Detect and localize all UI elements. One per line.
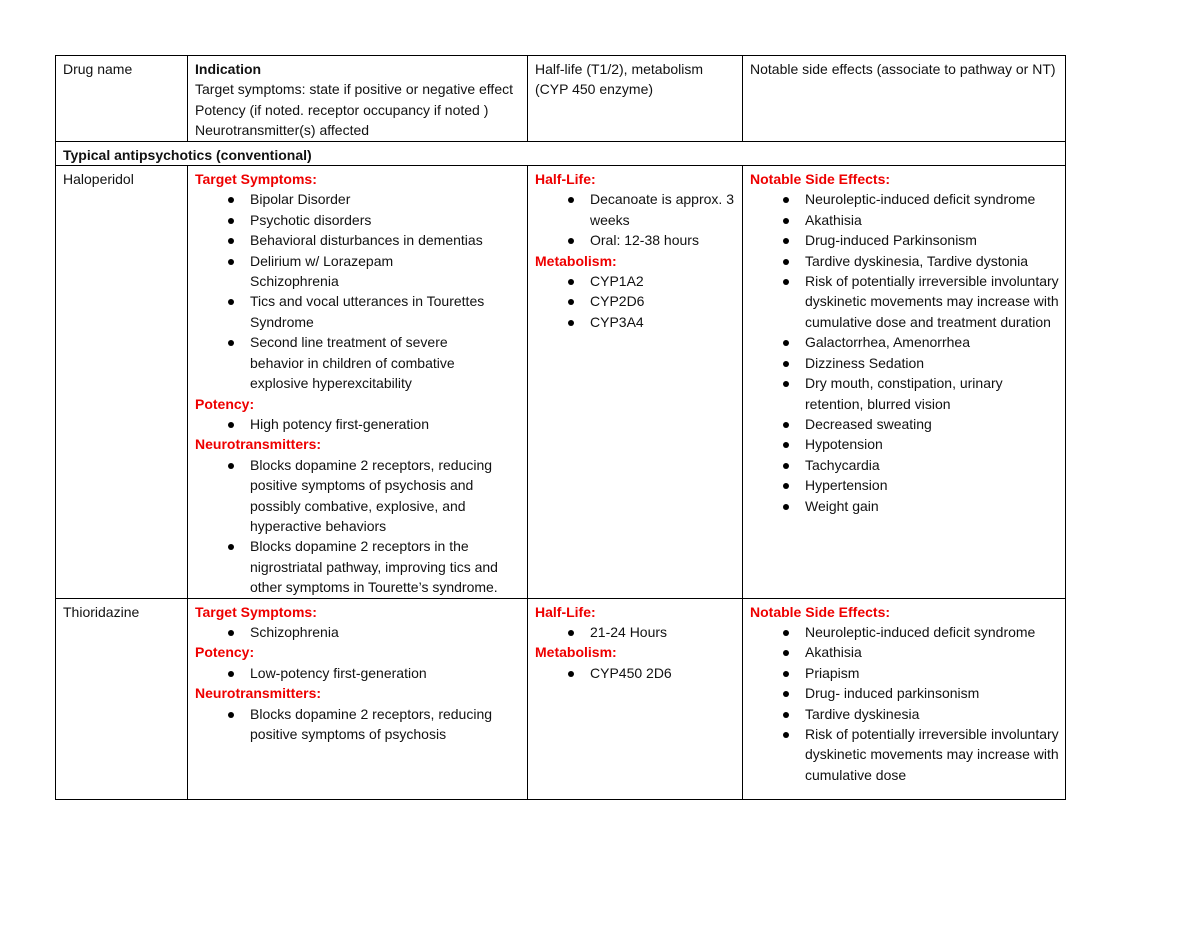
list-item: Second line treatment of severe behavior in children of combative explosive hyperexcitability <box>250 332 521 393</box>
side-effects-cell <box>743 166 1066 599</box>
neurotransmitters-list <box>195 704 521 745</box>
list-item: Akathisia <box>805 210 1059 230</box>
drug-name-cell <box>56 598 188 799</box>
half-life-label: Half-Life: <box>535 603 596 620</box>
list-item: Blocks dopamine 2 receptors in the nigrostriatal pathway, improving tics and other symptoms in Tourette’s syndrome. <box>250 536 521 597</box>
drug-table <box>55 55 1066 800</box>
drug-name: Thioridazine <box>63 603 140 620</box>
list-item: Weight gain <box>805 496 1059 516</box>
list-item: Drug- induced parkinsonism <box>805 683 1059 703</box>
list-item: Neuroleptic-induced deficit syndrome <box>805 189 1059 209</box>
list-item: Bipolar Disorder <box>250 189 521 209</box>
list-item: Akathisia <box>805 642 1059 662</box>
list-item: 21-24 Hours <box>590 622 736 642</box>
side-effects-list <box>750 189 1059 516</box>
list-item: Blocks dopamine 2 receptors, reducing positive symptoms of psychosis <box>250 704 521 745</box>
header-side-effects-text: Notable side effects (associate to pathway or NT) <box>750 61 1056 77</box>
potency-label: Potency: <box>195 644 255 661</box>
list-item: Blocks dopamine 2 receptors, reducing positive symptoms of psychosis and possibly combative, explosive, and hyperactive behaviors <box>250 455 521 537</box>
list-item: Risk of potentially irreversible involuntary dyskinetic movements may increase with cumulative dose <box>805 724 1059 785</box>
list-item: CYP3A4 <box>590 312 736 332</box>
section-row <box>56 141 1066 165</box>
header-indication-line: Potency (if noted. receptor occupancy if noted ) <box>195 101 489 118</box>
header-row <box>56 56 1066 142</box>
header-indication-line: Neurotransmitter(s) affected <box>195 122 370 139</box>
indication-cell <box>188 598 528 799</box>
list-item: Drug-induced Parkinsonism <box>805 230 1059 250</box>
half-life-label: Half-Life: <box>535 171 596 188</box>
target-symptoms-list <box>195 189 521 393</box>
list-item: Oral: 12-38 hours <box>590 230 736 250</box>
side-effects-cell <box>743 598 1066 799</box>
header-side-effects <box>743 56 1066 142</box>
potency-label: Potency: <box>195 395 255 412</box>
list-item: Dizziness Sedation <box>805 353 1059 373</box>
section-title: Typical antipsychotics (conventional) <box>56 141 1066 165</box>
list-item: Tardive dyskinesia <box>805 704 1059 724</box>
neurotransmitters-list <box>195 455 521 598</box>
cell-clip <box>195 602 521 799</box>
side-effects-label: Notable Side Effects: <box>750 603 891 620</box>
drug-row-thioridazine <box>56 598 1066 799</box>
metabolism-list <box>535 663 736 683</box>
list-item: Delirium w/ Lorazepam Schizophrenia <box>250 251 521 292</box>
list-item: Schizophrenia <box>250 622 521 642</box>
half-life-list <box>535 622 736 642</box>
list-item: Tachycardia <box>805 455 1059 475</box>
cell-clip <box>63 602 181 799</box>
list-item: Decanoate is approx. 3 weeks <box>590 189 736 230</box>
metabolism-label: Metabolism: <box>535 252 617 269</box>
header-half-life <box>528 56 743 142</box>
target-symptoms-list <box>195 622 521 642</box>
side-effects-label: Notable Side Effects: <box>750 171 891 188</box>
potency-list <box>195 663 521 683</box>
list-item: Tardive dyskinesia, Tardive dystonia <box>805 251 1059 271</box>
half-life-list <box>535 189 736 250</box>
list-item: Hypotension <box>805 434 1059 454</box>
list-item: Risk of potentially irreversible involuntary dyskinetic movements may increase with cumulative dose and treatment duration <box>805 271 1059 332</box>
list-item: CYP1A2 <box>590 271 736 291</box>
list-item: Galactorrhea, Amenorrhea <box>805 332 1059 352</box>
target-symptoms-label: Target Symptoms: <box>195 603 317 620</box>
drug-name: Haloperidol <box>63 171 134 188</box>
header-drug-name <box>56 56 188 142</box>
header-indication-title: Indication <box>195 61 262 77</box>
header-indication-line: Target symptoms: state if positive or negative effect <box>195 81 514 98</box>
header-drug-name-text: Drug name <box>63 61 133 77</box>
half-life-cell <box>528 598 743 799</box>
cell-clip <box>750 602 1059 799</box>
potency-list <box>195 414 521 434</box>
header-half-life-text: Half-life (T1/2), metabolism (CYP 450 enzyme) <box>535 61 704 98</box>
metabolism-list <box>535 271 736 332</box>
list-item: Priapism <box>805 663 1059 683</box>
neurotransmitters-label: Neurotransmitters: <box>195 685 322 702</box>
drug-name-cell <box>56 166 188 599</box>
list-item: Behavioral disturbances in dementias <box>250 230 521 250</box>
neurotransmitters-label: Neurotransmitters: <box>195 436 322 453</box>
list-item: CYP450 2D6 <box>590 663 736 683</box>
side-effects-list <box>750 622 1059 785</box>
list-item: Low-potency first-generation <box>250 663 521 683</box>
list-item: Hypertension <box>805 475 1059 495</box>
drug-row-haloperidol <box>56 166 1066 599</box>
target-symptoms-label: Target Symptoms: <box>195 171 317 188</box>
list-item: CYP2D6 <box>590 291 736 311</box>
list-item: Dry mouth, constipation, urinary retention, blurred vision <box>805 373 1059 414</box>
list-item: Tics and vocal utterances in Tourettes Syndrome <box>250 291 521 332</box>
cell-clip <box>535 602 736 799</box>
list-item: Neuroleptic-induced deficit syndrome <box>805 622 1059 642</box>
list-item: Decreased sweating <box>805 414 1059 434</box>
list-item: High potency first-generation <box>250 414 521 434</box>
list-item: Psychotic disorders <box>250 210 521 230</box>
half-life-cell <box>528 166 743 599</box>
indication-cell <box>188 166 528 599</box>
header-indication <box>188 56 528 142</box>
metabolism-label: Metabolism: <box>535 644 617 661</box>
